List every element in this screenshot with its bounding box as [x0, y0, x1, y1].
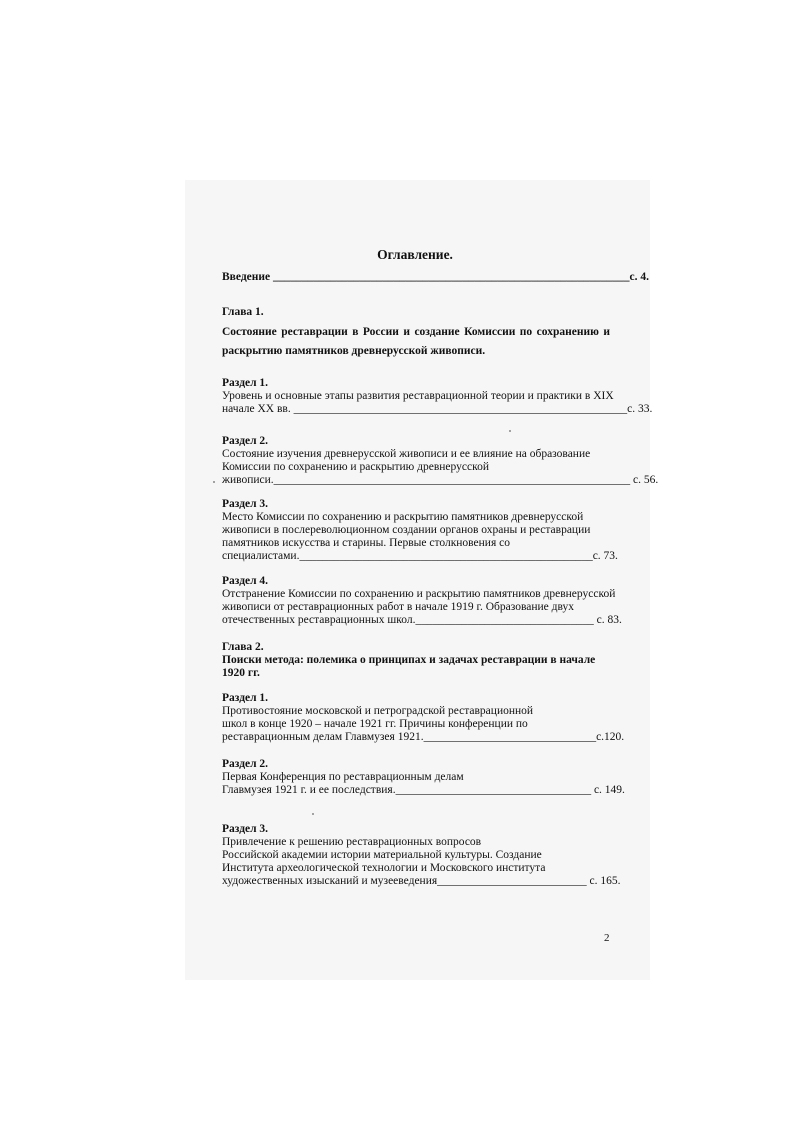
ch2-section2-line2: Главмузея 1921 г. и ее последствия.__________________________________ с. 149.: [222, 784, 625, 796]
toc-title: Оглавление.: [377, 247, 453, 262]
ch1-section3-line4: специалистами.___________________________________________________с. 73.: [222, 550, 618, 562]
ch1-section2-line1: Состояние изучения древнерусской живописи и ее влияние на образование: [222, 448, 591, 460]
toc-intro-entry: Введение ______________________________________________________________с. 4.: [222, 271, 649, 283]
chapter1-title-line1: Состояние реставрации в России и создание Комиссии по сохранению и: [222, 326, 610, 338]
ch2-section1-line3: реставрационным делам Главмузея 1921.______________________________с.120.: [222, 731, 625, 743]
ch1-section1-line1: Уровень и основные этапы развития реставрационной теории и практики в XIX: [222, 390, 614, 402]
scan-speck: [509, 430, 511, 432]
ch1-section2-heading: Раздел 2.: [222, 435, 269, 447]
scan-speck: [213, 481, 215, 483]
ch1-section3-line3: памятников искусства и старины. Первые столкновения со: [222, 537, 510, 549]
ch1-section2-line2: Комиссии по сохранению и раскрытию древнерусской: [222, 461, 489, 473]
chapter2-heading: Глава 2.: [222, 641, 264, 653]
ch1-section4-line2: живописи от реставрационных работ в начале 1919 г. Образование двух: [222, 601, 575, 613]
chapter2-title-line1: Поиски метода: полемика о принципах и задачах реставрации в начале: [222, 654, 596, 666]
ch2-section2-line1: Первая Конференция по реставрационным делам: [222, 771, 464, 783]
ch2-section3-line3: Института археологической технологии и Московского института: [222, 862, 546, 874]
ch2-section3-line4: художественных изысканий и музееведения__________________________ с. 165.: [222, 875, 621, 887]
ch1-section3-heading: Раздел 3.: [222, 498, 269, 510]
ch1-section1-heading: Раздел 1.: [222, 377, 269, 389]
ch1-section3-line1: Место Комиссии по сохранению и раскрытию памятников древнерусской: [222, 511, 584, 523]
ch1-section2-line3: живописи.______________________________________________________________ с. 56.: [222, 474, 659, 486]
ch2-section3-heading: Раздел 3.: [222, 823, 269, 835]
ch2-section2-heading: Раздел 2.: [222, 758, 269, 770]
ch2-section3-line1: Привлечение к решению реставрационных вопросов: [222, 836, 482, 848]
ch1-section1-line2: начале XX вв. __________________________________________________________с. 33.: [222, 403, 653, 415]
scan-speck: [312, 813, 314, 815]
ch2-section1-heading: Раздел 1.: [222, 692, 269, 704]
ch2-section3-line2: Российской академии истории материальной культуры. Создание: [222, 849, 542, 861]
ch1-section4-line3: отечественных реставрационных школ._______________________________ с. 83.: [222, 614, 622, 626]
ch2-section1-line2: школ в конце 1920 – начале 1921 гг. Причины конференции по: [222, 718, 528, 730]
chapter1-title-line2: раскрытию памятников древнерусской живописи.: [222, 345, 486, 357]
ch1-section4-line1: Отстранение Комиссии по сохранению и раскрытию памятников древнерусской: [222, 588, 616, 600]
ch1-section4-heading: Раздел 4.: [222, 575, 269, 587]
ch1-section3-line2: живописи в послереволюционном создании органов охраны и реставрации: [222, 524, 591, 536]
chapter1-heading: Глава 1.: [222, 306, 264, 318]
chapter2-title-line2: 1920 гг.: [222, 667, 260, 679]
page-number: 2: [604, 932, 610, 944]
ch2-section1-line1: Противостояние московской и петроградской реставрационной: [222, 705, 534, 717]
